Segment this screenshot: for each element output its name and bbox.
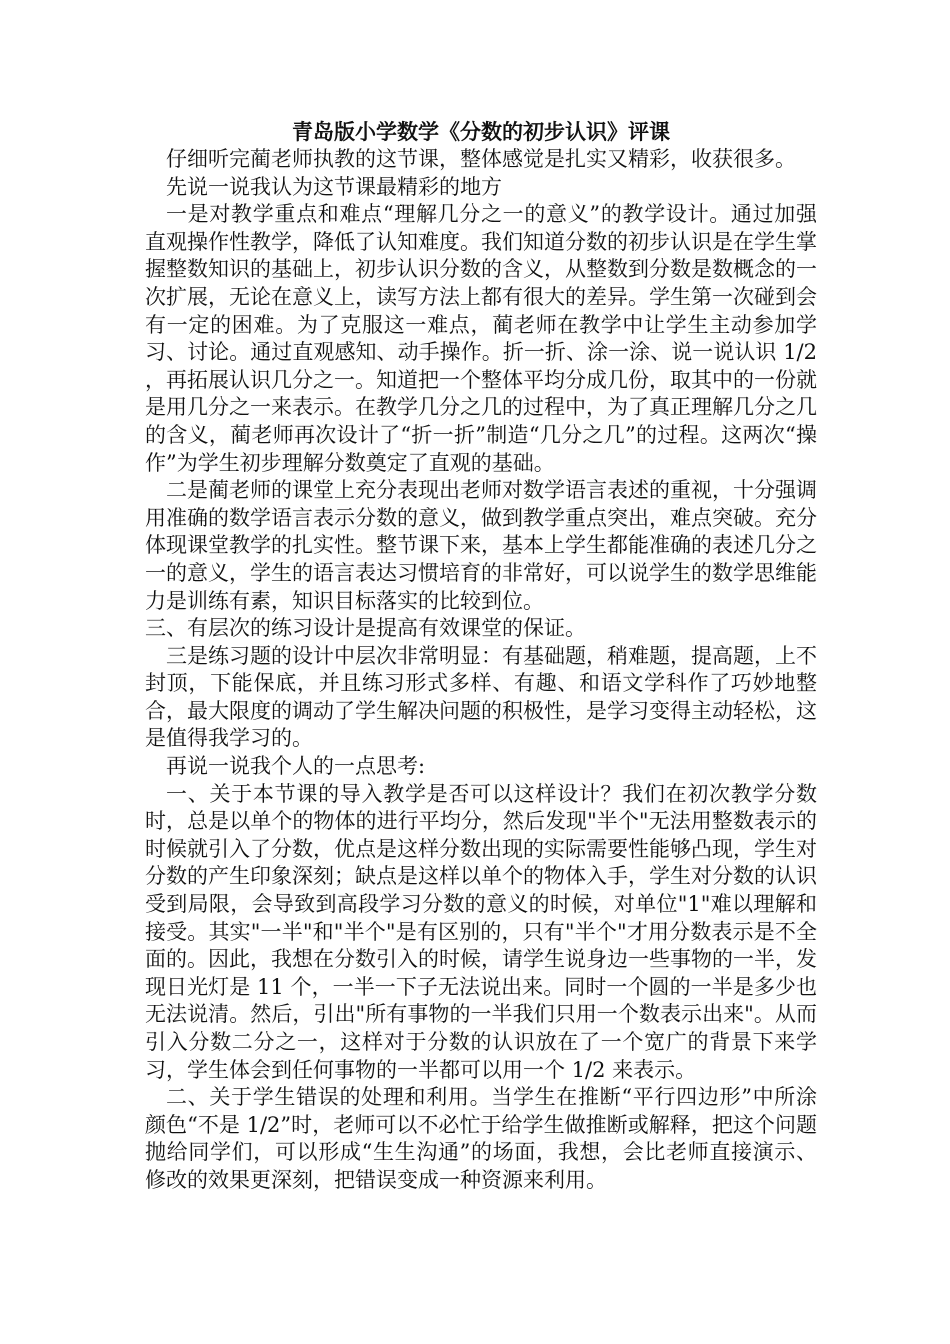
paragraph-7: 再说一说我个人的一点思考: bbox=[166, 754, 426, 779]
paragraph-6: 三是练习题的设计中层次非常明显：有基础题，稍难题，提高题，上不封顶，下能保底，并且练习形式多样、有趣、和语文学科作了巧妙地整合，最大限度的调动了学生解决问题的积极性，是学习变得主动轻松，这是值得我学习的。 bbox=[145, 643, 817, 751]
paragraph-9: 二、关于学生错误的处理和利用。当学生在推断“平行四边形”中所涂颜色“不是 1/2”时，老师可以不必忙于给学生做推断或解释，把这个问题抛给同学们，可以形成“生生沟通”的场面，我想，会比老师直接演示、修改的效果更深刻，把错误变成一种资源来利用。 bbox=[145, 1085, 817, 1192]
document-title: 青岛版小学数学《分数的初步认识》评课 bbox=[292, 119, 670, 144]
document-page bbox=[145, 118, 817, 1195]
paragraph-5: 三、有层次的练习设计是提高有效课堂的保证。 bbox=[145, 616, 586, 641]
paragraph-4: 二是蔺老师的课堂上充分表现出老师对数学语言表述的重视，十分强调用准确的数学语言表示分数的意义，做到教学重点突出，难点突破。充分体现课堂教学的扎实性。整节课下来，基本上学生都能准确的表述几分之一的意义，学生的语言表达习惯培育的非常好，可以说学生的数学思维能力是训练有素，知识目标落实的比较到位。 bbox=[145, 478, 817, 613]
paragraph-2: 先说一说我认为这节课最精彩的地方 bbox=[166, 174, 502, 199]
paragraph-3: 一是对教学重点和难点“理解几分之一的意义”的教学设计。通过加强直观操作性教学，降低了认知难度。我们知道分数的初步认识是在学生掌握整数知识的基础上，初步认识分数的含义，从整数到分数是数概念的一次扩展，无论在意义上，读写方法上都有很大的差异。学生第一次碰到会有一定的困难。为了克服这一难点，蔺老师在教学中让学生主动参加学习、讨论。通过直观感知、动手操作。折一折、涂一涂、说一说认识 1/2 ，再拓展认识几分之一。知道把一个整体平均分成几份，取其中的一份就是用几分之一来表示。在教学几分之几的过程中，为了真正理解几分之几的含义，蔺老师再次设计了“折一折”制造“几分之几”的过程。这两次“操作”为学生初步理解分数奠定了直观的基础。 bbox=[145, 202, 817, 475]
paragraph-8: 一、关于本节课的导入教学是否可以这样设计？我们在初次教学分数时，总是以单个的物体的进行平均分，然后发现"半个"无法用整数表示的时候就引入了分数，优点是这样分数出现的实际需要性能够凸现，学生对分数的产生印象深刻；缺点是这样以单个的物体入手，学生对分数的认识受到局限，会导致到高段学习分数的意义的时候，对单位"1"难以理解和接受。其实"一半"和"半个"是有区别的，只有"半个"才用分数表示是不全面的。因此，我想在分数引入的时候，请学生说身边一些事物的一半，发现日光灯是 11 个，一半一下子无法说出来。同时一个圆的一半是多少也无法说清。然后，引出"所有事物的一半我们只用一个数表示出来"。从而引入分数二分之一，这样对于分数的认识放在了一个宽广的背景下来学习，学生体会到任何事物的一半都可以用一个 1/2 来表示。 bbox=[145, 781, 817, 1082]
paragraph-1: 仔细听完蔺老师执教的这节课，整体感觉是扎实又精彩，收获很多。 bbox=[166, 147, 796, 171]
